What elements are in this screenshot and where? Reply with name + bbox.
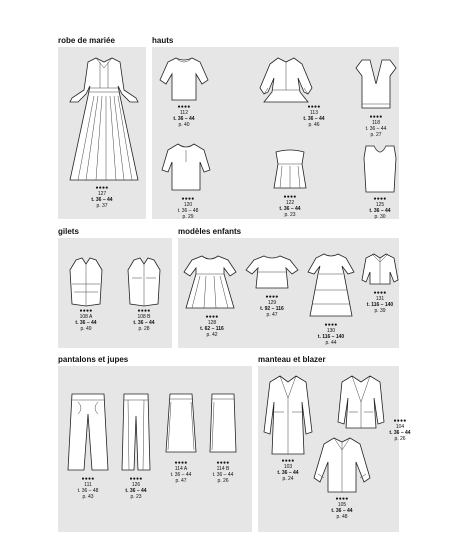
pattern-item: ●●●● 126 t. 36 – 44 p. 23 xyxy=(125,476,147,500)
section-title-pantalons: pantalons et jupes xyxy=(58,355,129,364)
kids-dress-128-drawing xyxy=(182,252,238,312)
pattern-item: ●●●● 112 t. 36 – 44 p. 40 xyxy=(173,104,195,128)
kids-jacket-131-drawing xyxy=(360,250,400,288)
wedding-dress-127-drawing xyxy=(66,52,142,184)
section-title-robe: robe de mariée xyxy=(58,36,115,45)
pattern-item: ●●●● 113 t. 36 – 44 p. 46 xyxy=(303,104,325,128)
trousers-111-drawing xyxy=(66,390,110,474)
kids-dress-130-drawing xyxy=(306,250,356,320)
top-125-drawing xyxy=(360,142,400,196)
blouse-105-drawing xyxy=(312,434,372,496)
pattern-item: ●●●● 129 t. 92 – 116 p. 47 xyxy=(260,294,284,318)
kids-top-129-drawing xyxy=(244,252,300,292)
section-title-hauts: hauts xyxy=(152,36,174,45)
pattern-item: ●●●● 131 t. 116 – 140 p. 39 xyxy=(366,290,394,314)
pattern-item: ●●●● 128 t. 62 – 116 p. 42 xyxy=(200,314,224,338)
pattern-item: ●●●● 108 B t. 36 – 44 p. 28 xyxy=(133,308,155,332)
blazer-104-drawing xyxy=(336,372,386,432)
pattern-item: ●●●● 105 t. 36 – 44 p. 48 xyxy=(331,496,353,520)
skirt-114b-drawing xyxy=(206,390,240,456)
pattern-item: ●●●● 122 t. 36 – 44 p. 23 xyxy=(279,194,301,218)
pattern-item: ●●●● 108 A t. 36 – 44 p. 49 xyxy=(75,308,97,332)
top-112-drawing xyxy=(158,54,210,104)
section-title-gilets: gilets xyxy=(58,227,79,236)
pattern-item: ●●●● 103 t. 36 – 44 p. 24 xyxy=(277,458,299,482)
vest-108a-drawing xyxy=(68,256,104,308)
pattern-item: ●●●● 130 t. 116 – 140 p. 44 xyxy=(317,322,345,346)
pattern-item: ●●●● 114 A t. 36 – 44 p. 47 xyxy=(170,460,192,484)
pattern-item: ●●●● 125 t. 36 – 44 p. 30 xyxy=(369,196,391,220)
top-122-drawing xyxy=(270,146,310,192)
pattern-item: ●●●● 120 t. 36 – 48 p. 29 xyxy=(177,196,199,220)
top-113-drawing xyxy=(254,54,318,106)
pattern-item: ●●●● 104 t. 36 – 44 p. 26 xyxy=(389,418,411,442)
trousers-126-drawing xyxy=(118,390,154,474)
pattern-item: ●●●● 111 t. 36 – 48 p. 43 xyxy=(77,476,99,500)
vest-108b-drawing xyxy=(126,256,162,308)
section-title-enfants: modèles enfants xyxy=(178,227,242,236)
top-120-drawing xyxy=(160,140,212,194)
pattern-item: ●●●● 118 t. 36 – 44 p. 27 xyxy=(365,114,387,138)
pattern-item: ●●●● 114 B t. 36 – 44 p. 26 xyxy=(212,460,234,484)
section-title-manteau: manteau et blazer xyxy=(258,355,326,364)
top-118-drawing xyxy=(354,56,398,112)
coat-103-drawing xyxy=(262,372,314,458)
pattern-item: ●●●● 127 t. 36 – 44 p. 37 xyxy=(91,185,113,209)
skirt-114a-drawing xyxy=(164,390,198,456)
